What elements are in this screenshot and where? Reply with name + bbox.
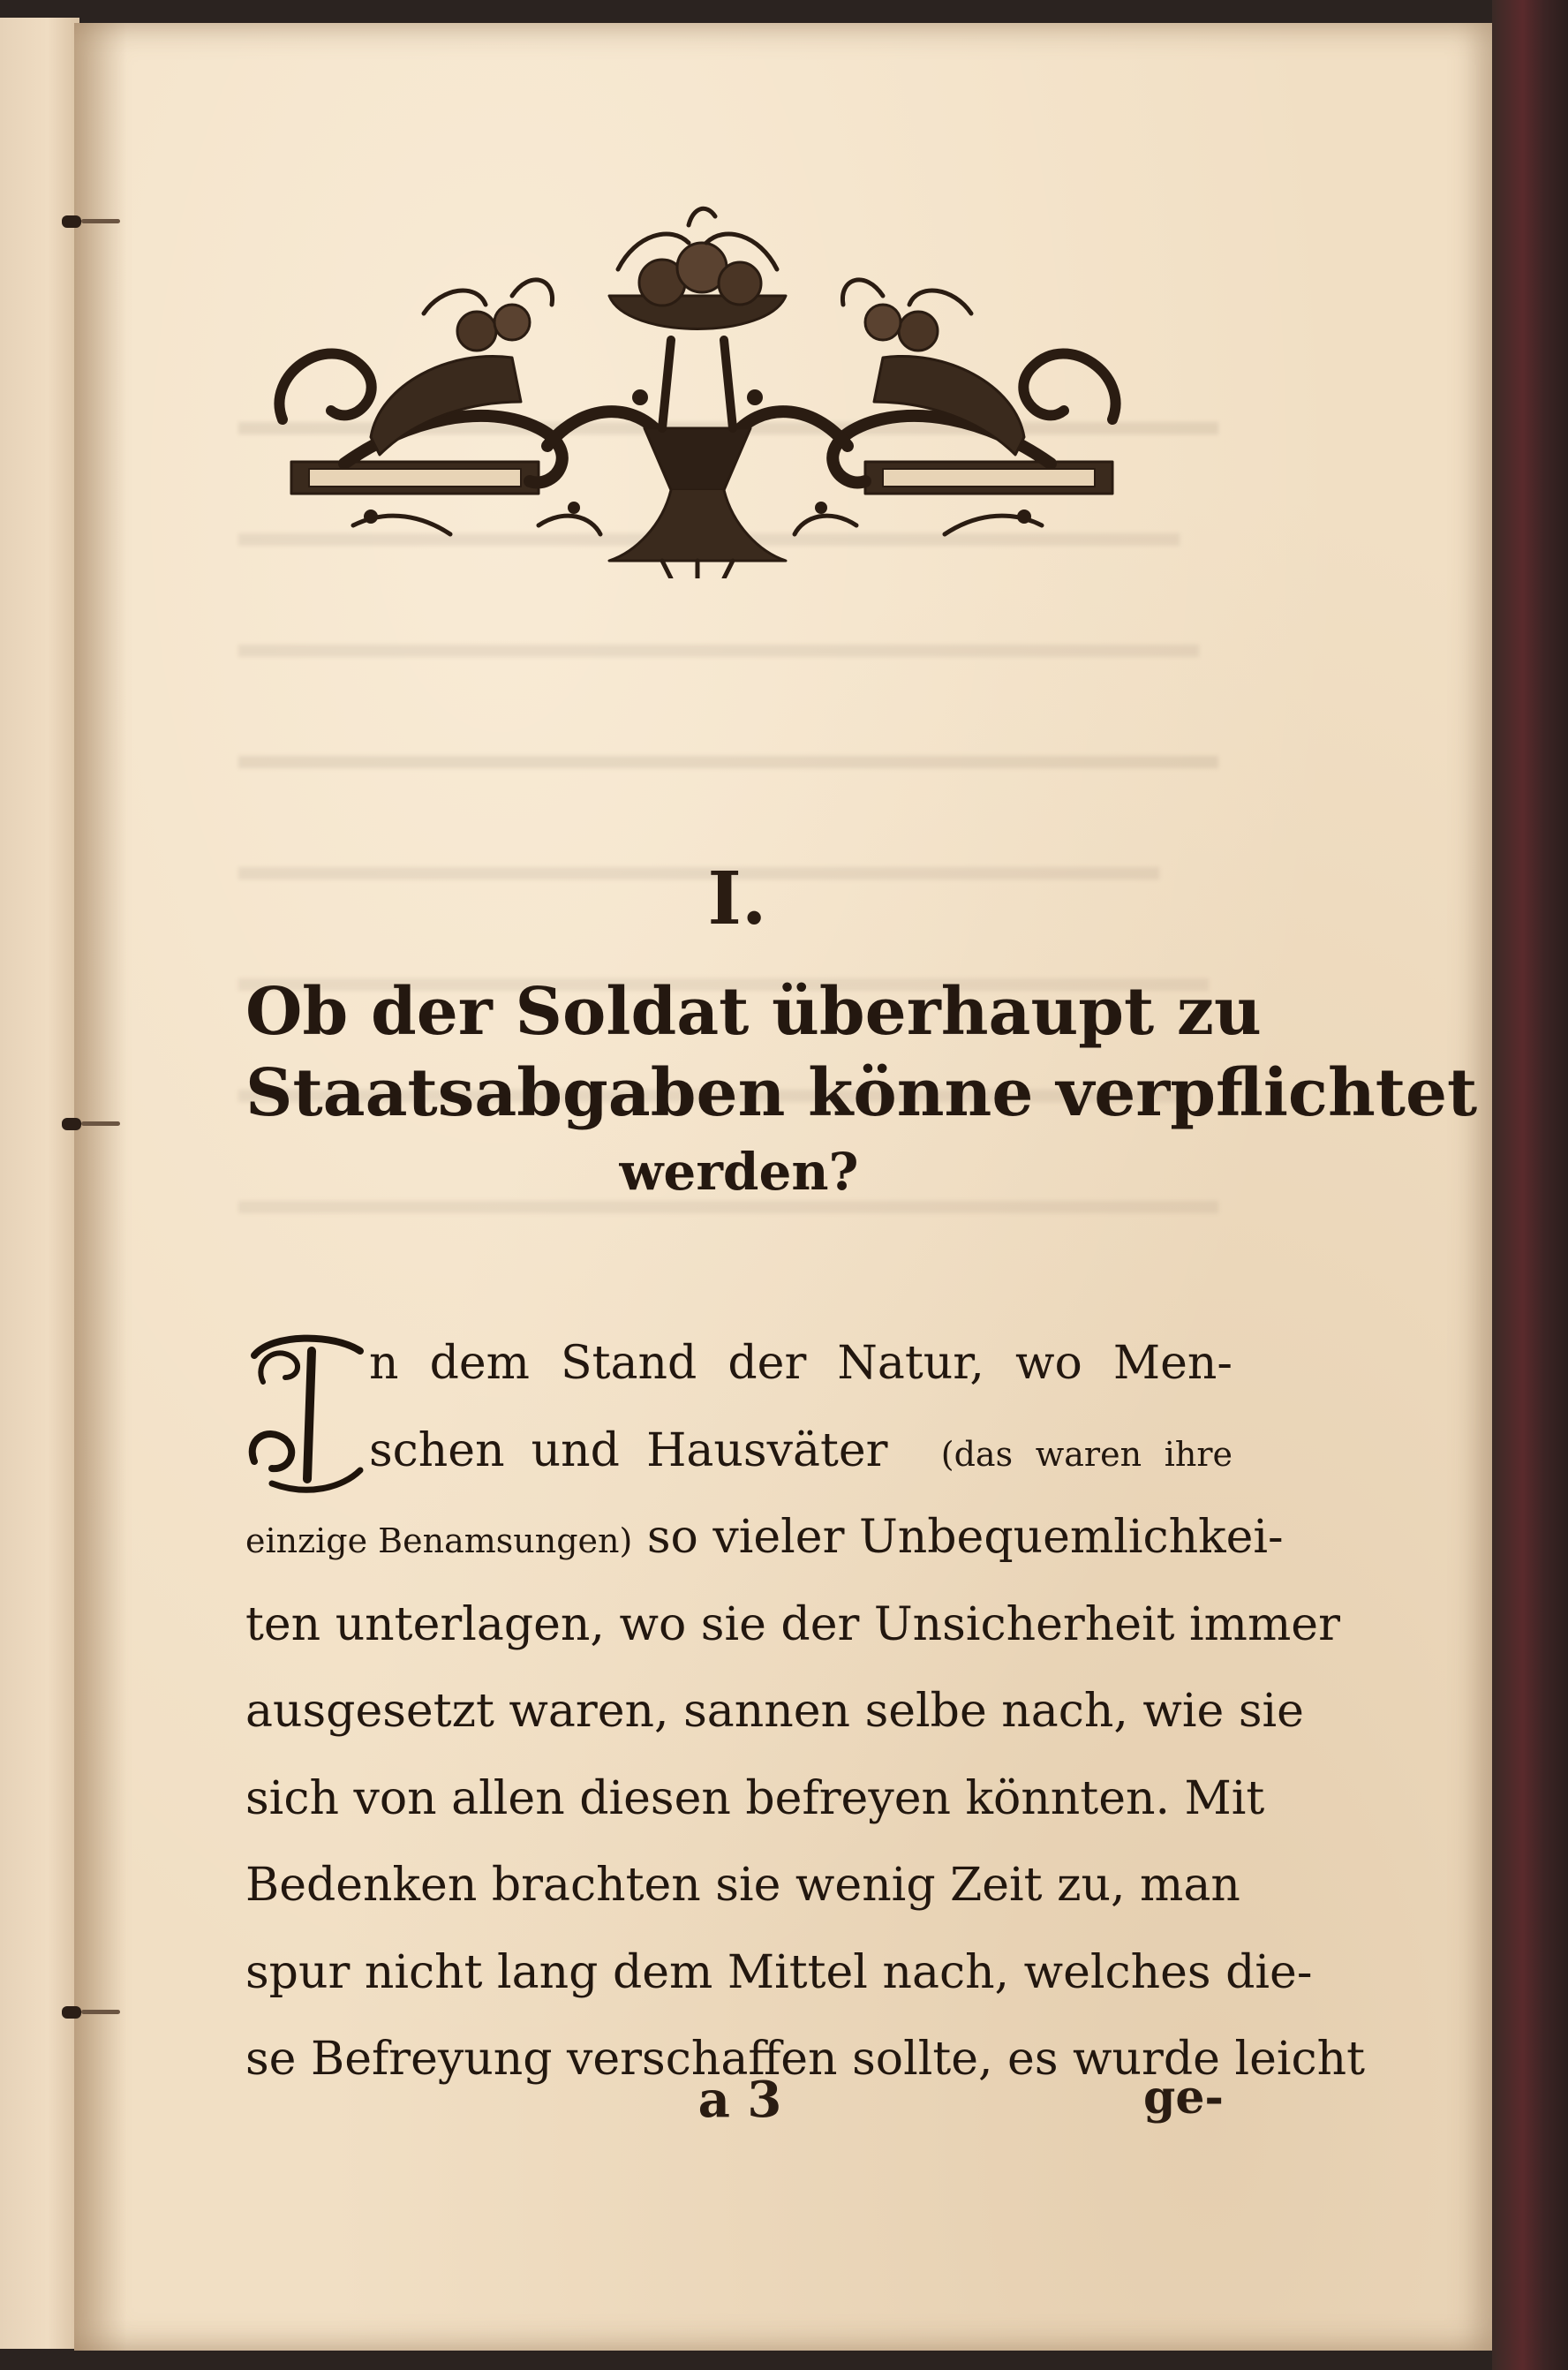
binding-stitch <box>35 1114 124 1134</box>
text-line: sich von allen diesen befreyen könnten. Mit <box>245 1771 1265 1825</box>
chapter-title <box>245 971 1478 1210</box>
facing-page-edge <box>0 18 79 2349</box>
chapter-number: I. <box>707 857 767 941</box>
signature-mark: a 3 <box>697 2071 782 2129</box>
text-line: spur nicht lang dem Mittel nach, welches die- <box>245 1945 1313 1999</box>
page-footer <box>245 2071 1233 2141</box>
chapter-title-line: Ob der Soldat überhaupt zu <box>245 974 1262 1050</box>
text-line: ten unterlagen, wo sie der Unsicherheit immer <box>245 1597 1340 1651</box>
text-segment: so vieler Unbequemlichkei- <box>646 1511 1284 1564</box>
body-text <box>245 1320 1366 2103</box>
text-segment: einzige Benamsungen) <box>245 1521 633 1560</box>
text-line: se Befreyung verschaffen sollte, es wurde leicht <box>245 2033 1366 2086</box>
text-line <box>245 1408 1233 1495</box>
text-line: ausgesetzt waren, sannen selbe nach, wie sie <box>245 1685 1304 1738</box>
book-cover-edge <box>1492 0 1568 2370</box>
binding-stitch <box>35 2003 124 2022</box>
text-line <box>245 1494 1284 1581</box>
text-line: Bedenken brachten sie wenig Zeit zu, man <box>245 1859 1240 1912</box>
chapter-title-line: Staatsabgaben könne verpflichtet <box>245 1055 1478 1131</box>
gutter-shadow <box>74 23 127 2351</box>
binding-stitch <box>35 212 124 231</box>
floral-cornucopia-headpiece-icon <box>247 199 1148 578</box>
text-line: n dem Stand der Natur, wo Men- <box>369 1337 1233 1390</box>
text-segment: (das waren ihre <box>940 1434 1233 1474</box>
chapter-title-line: werden? <box>619 1142 859 1202</box>
catchword: ge- <box>1142 2071 1224 2125</box>
text-segment: schen und Hausväter <box>369 1423 888 1477</box>
